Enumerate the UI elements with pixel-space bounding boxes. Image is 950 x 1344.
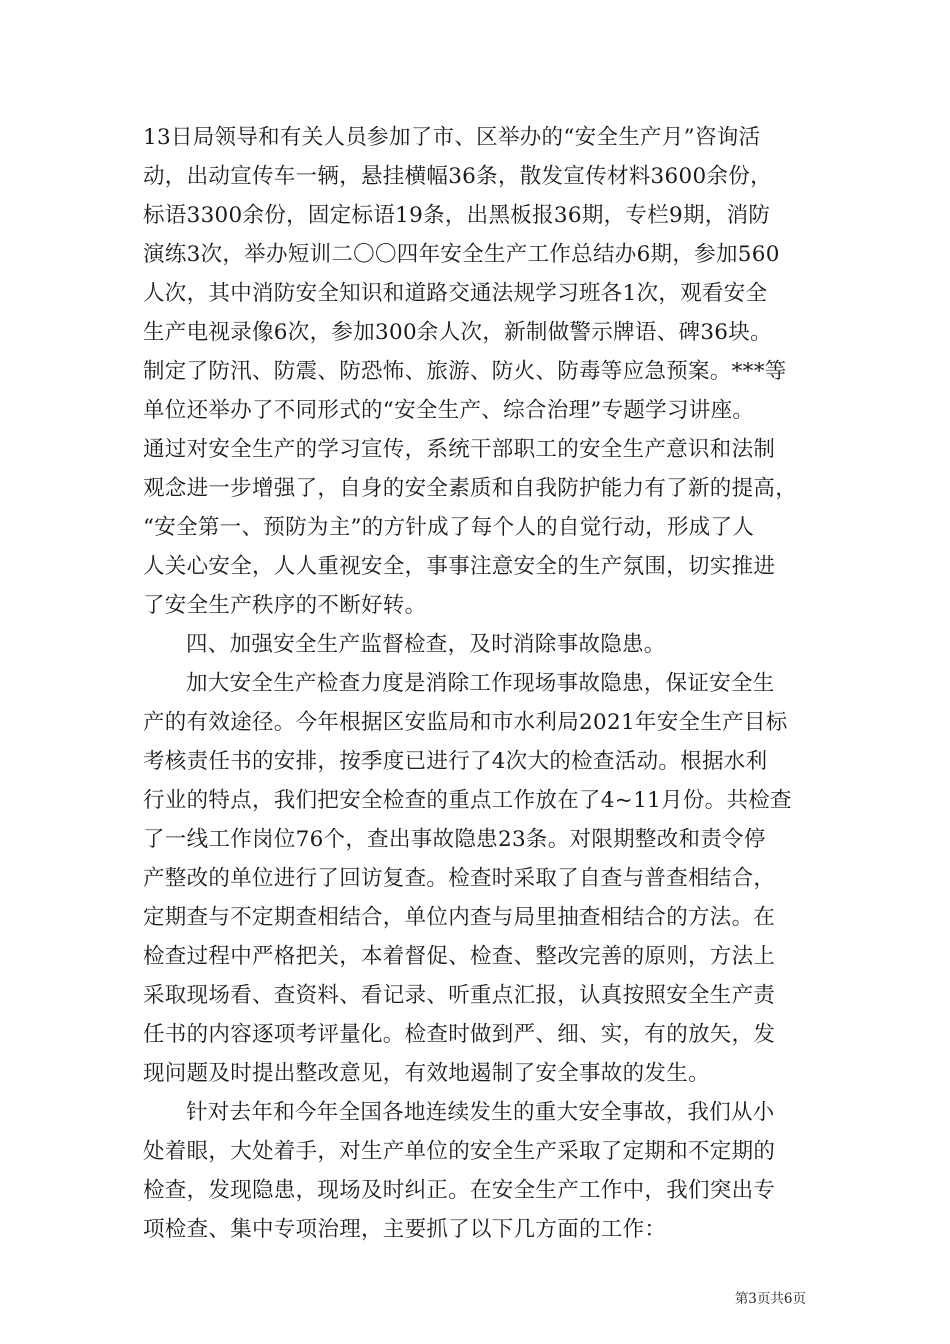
text-line: 生产电视录像6次，参加300余人次，新制做警示牌语、碑36块。 [143, 320, 772, 345]
text-line: 13日局领导和有关人员参加了市、区举办的“安全生产月”咨询活 [143, 125, 761, 150]
text-line: 观念进一步增强了，自身的安全素质和自我防护能力有了新的提高， [143, 476, 798, 501]
body-text [143, 118, 815, 1249]
text-line: 产整改的单位进行了回访复查。检查时采取了自查与普查相结合， [143, 866, 776, 891]
text-line: 现问题及时提出整改意见，有效地遏制了安全事故的发生。 [143, 1061, 710, 1086]
text-line: 项检查、集中专项治理，主要抓了以下几方面的工作： [143, 1217, 667, 1242]
text-line: 制定了防汛、防震、防恐怖、旅游、防火、防毒等应急预案。***等 [143, 359, 787, 384]
text-line: 了一线工作岗位76个，查出事故隐患23条。对限期整改和责令停 [143, 827, 766, 852]
section-heading: 四、加强安全生产监督检查，及时消除事故隐患。 [186, 632, 666, 657]
text-line: 标语3300余份，固定标语19条，出黑板报36期，专栏9期，消防 [143, 203, 771, 228]
paragraph-start: 加大安全生产检查力度是消除工作现场事故隐患，保证安全生 [186, 671, 775, 696]
text-line: 单位还举办了不同形式的“安全生产、综合治理”专题学习讲座。 [143, 398, 755, 423]
text-line: 人次，其中消防安全知识和道路交通法规学习班各1次，观看安全 [143, 281, 768, 306]
page-number: 第3页共6页 [734, 1291, 806, 1307]
text-line: 产的有效途径。今年根据区安监局和市水利局2021年安全生产目标 [143, 710, 788, 735]
text-line: 通过对安全生产的学习宣传，系统干部职工的安全生产意识和法制 [143, 437, 776, 462]
text-line: 演练3次，举办短训二〇〇四年安全生产工作总结办6期，参加560 [143, 242, 780, 267]
text-line: 检查过程中严格把关，本着督促、检查、整改完善的原则，方法上 [143, 944, 776, 969]
text-line: 人关心安全，人人重视安全，事事注意安全的生产氛围，切实推进 [143, 554, 776, 579]
text-line: “安全第一、预防为主”的方针成了每个人的自觉行动，形成了人 [143, 515, 755, 540]
text-line: 采取现场看、查资料、看记录、听重点汇报，认真按照安全生产责 [143, 983, 776, 1008]
text-line: 考核责任书的安排，按季度已进行了4次大的检查活动。根据水利 [143, 749, 768, 774]
text-line: 处着眼，大处着手，对生产单位的安全生产采取了定期和不定期的 [143, 1139, 776, 1164]
text-line: 动，出动宣传车一辆，悬挂横幅36条，散发宣传材料3600余份， [143, 164, 772, 189]
paragraph-start: 针对去年和今年全国各地连续发生的重大安全事故，我们从小 [186, 1100, 775, 1125]
text-line: 检查，发现隐患，现场及时纠正。在安全生产工作中，我们突出专 [143, 1178, 776, 1203]
text-line: 定期查与不定期查相结合，单位内查与局里抽查相结合的方法。在 [143, 905, 776, 930]
text-line: 任书的内容逐项考评量化。检查时做到严、细、实，有的放矢，发 [143, 1022, 776, 1047]
text-line: 行业的特点，我们把安全检查的重点工作放在了4~11月份。共检查 [143, 788, 792, 813]
text-line: 了安全生产秩序的不断好转。 [143, 593, 427, 618]
